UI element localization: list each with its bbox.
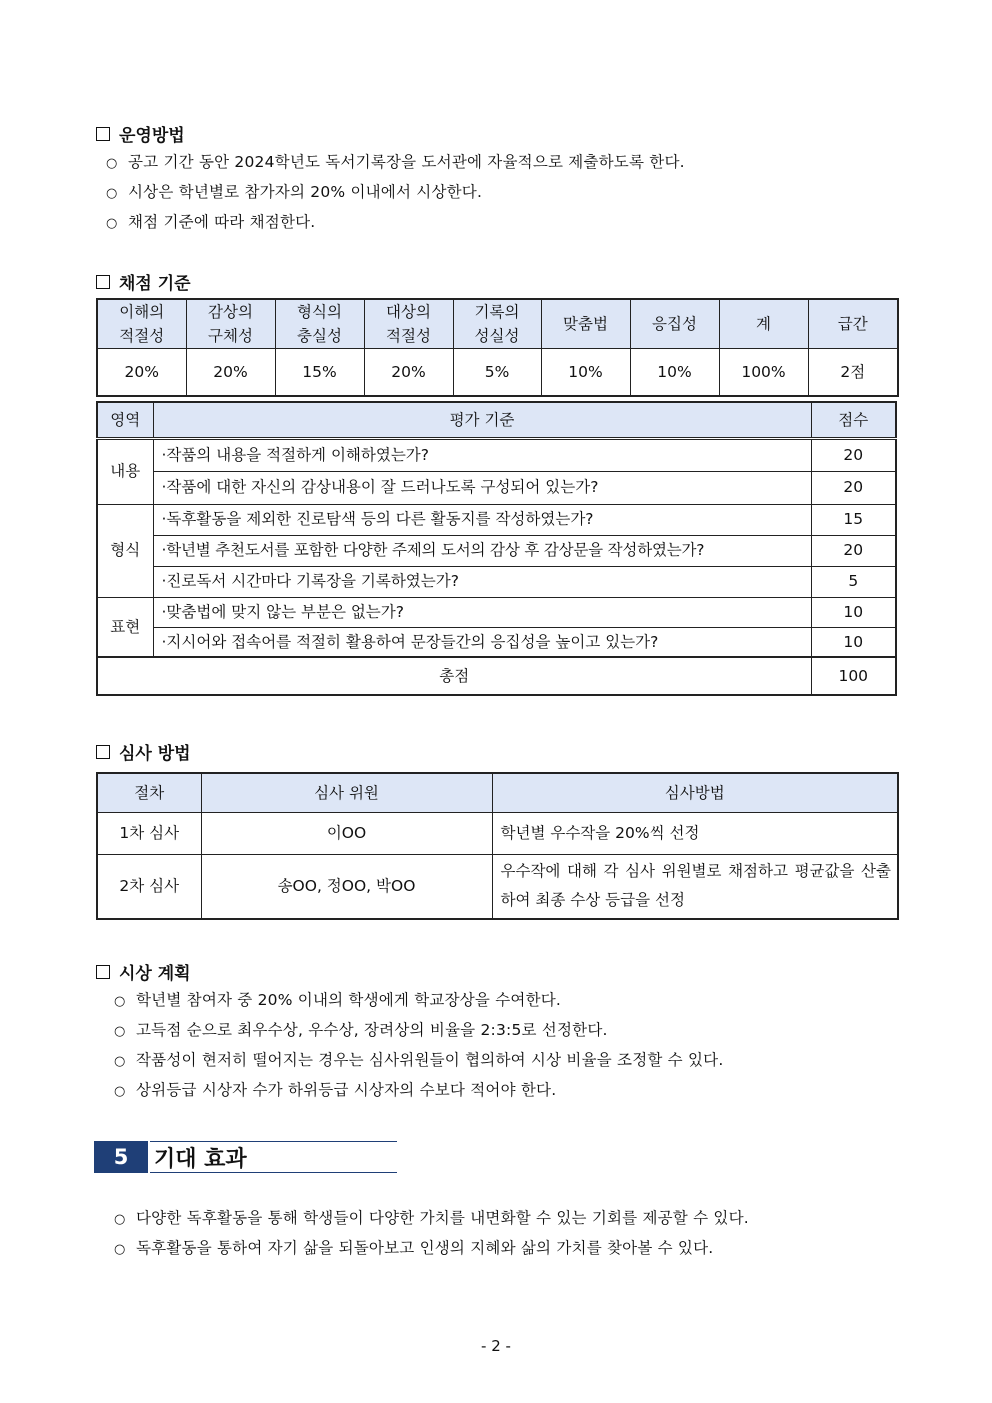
weights-value-cell: 10% [630, 349, 719, 396]
review-heading [96, 739, 191, 764]
operation-heading-text: 운영방법 [119, 126, 185, 146]
operation-item-1: ○ 공고 기간 동안 2024학년도 독서기록장을 도서관에 자율적으로 제출하도록 한다. [106, 153, 685, 171]
bullet-circle-icon: ○ [114, 1242, 126, 1257]
scoring-heading [96, 269, 191, 294]
weights-value-cell: 5% [453, 349, 541, 396]
checkbox-square-icon [96, 275, 110, 289]
award-item-2: ○ 고득점 순으로 최우수상, 우수상, 장려상의 비율을 2:3:5로 선정한다. [114, 1021, 608, 1039]
criteria-score-cell: 15 [811, 504, 896, 535]
criteria-score-cell: 10 [811, 627, 896, 657]
criteria-score-cell: 10 [811, 597, 896, 627]
section5-item-1: ○ 다양한 독후활동을 통해 학생들이 다양한 가치를 내면화할 수 있는 기회를 제공할 수 있다. [114, 1209, 749, 1227]
weights-value-row [97, 349, 898, 396]
weights-header-cell: 형식의 충실성 [275, 299, 364, 349]
operation-item-2: ○ 시상은 학년별로 참가자의 20% 이내에서 시상한다. [106, 183, 483, 201]
criteria-area-cell: 표현 [97, 597, 153, 657]
criteria-score-cell: 20 [811, 438, 896, 471]
criteria-row [97, 438, 896, 471]
weights-header-cell: 기록의 성실성 [453, 299, 541, 349]
weights-value-cell: 20% [186, 349, 275, 396]
weights-table [96, 298, 899, 397]
weights-value-cell: 20% [364, 349, 453, 396]
checkbox-square-icon [96, 127, 110, 141]
review-header-row [97, 773, 898, 812]
bullet-circle-icon: ○ [114, 994, 126, 1009]
page-number: - 2 - [481, 1337, 511, 1355]
criteria-header-score: 점수 [811, 402, 896, 438]
bullet-circle-icon: ○ [114, 1054, 126, 1069]
bullet-circle-icon: ○ [114, 1212, 126, 1227]
criteria-total-value: 100 [811, 657, 896, 695]
section5-number: 5 [94, 1141, 148, 1173]
award-item-4: ○ 상위등급 시상자 수가 하위등급 시상자의 수보다 적어야 한다. [114, 1081, 557, 1099]
criteria-total-label: 총점 [97, 657, 811, 695]
award-item-1: ○ 학년별 참여자 중 20% 이내의 학생에게 학교장상을 수여한다. [114, 991, 562, 1009]
weights-header-cell: 계 [719, 299, 808, 349]
review-header-cell: 심사 위원 [201, 773, 492, 812]
weights-header-cell: 대상의 적절성 [364, 299, 453, 349]
bullet-circle-icon: ○ [114, 1084, 126, 1099]
criteria-total-row [97, 657, 896, 695]
section5-title: 기대 효과 [150, 1141, 397, 1173]
criteria-score-cell: 5 [811, 566, 896, 597]
criteria-header-area: 영역 [97, 402, 153, 438]
weights-value-cell: 10% [541, 349, 630, 396]
review-row [97, 812, 898, 854]
review-method-cell: 우수작에 대해 각 심사 위원별로 채점하고 평균값을 산출하여 최종 수상 등급을 선정 [492, 854, 898, 919]
weights-value-cell: 100% [719, 349, 808, 396]
weights-value-cell: 20% [97, 349, 186, 396]
criteria-score-cell: 20 [811, 471, 896, 504]
criteria-text-cell: ·지시어와 접속어를 적절히 활용하여 문장들간의 응집성을 높이고 있는가? [153, 627, 811, 657]
bullet-circle-icon: ○ [106, 216, 118, 231]
criteria-header-row [97, 402, 896, 438]
review-judges-cell: 송OO, 정OO, 박OO [201, 854, 492, 919]
review-header-cell: 심사방법 [492, 773, 898, 812]
review-method-cell: 학년별 우수작을 20%씩 선정 [492, 812, 898, 854]
award-heading [96, 959, 191, 984]
operation-heading [96, 121, 185, 146]
review-judges-cell: 이OO [201, 812, 492, 854]
award-heading-text: 시상 계획 [119, 964, 191, 984]
criteria-row [97, 535, 896, 566]
checkbox-square-icon [96, 965, 110, 979]
review-step-cell: 1차 심사 [97, 812, 201, 854]
review-table [96, 772, 899, 920]
review-heading-text: 심사 방법 [119, 744, 191, 764]
criteria-text-cell: ·작품의 내용을 적절하게 이해하였는가? [153, 438, 811, 471]
weights-value-cell: 15% [275, 349, 364, 396]
criteria-text-cell: ·진로독서 시간마다 기록장을 기록하였는가? [153, 566, 811, 597]
criteria-area-cell: 내용 [97, 438, 153, 504]
checkbox-square-icon [96, 745, 110, 759]
section5-item-2: ○ 독후활동을 통하여 자기 삶을 되돌아보고 인생의 지혜와 삶의 가치를 찾아볼 수 있다. [114, 1239, 714, 1257]
weights-header-cell: 응집성 [630, 299, 719, 349]
weights-header-cell: 감상의 구체성 [186, 299, 275, 349]
criteria-row [97, 471, 896, 504]
criteria-table [96, 401, 897, 696]
bullet-circle-icon: ○ [106, 186, 118, 201]
scoring-heading-text: 채점 기준 [119, 274, 191, 294]
criteria-text-cell: ·학년별 추천도서를 포함한 다양한 주제의 도서의 감상 후 감상문을 작성하였는가? [153, 535, 811, 566]
bullet-circle-icon: ○ [114, 1024, 126, 1039]
criteria-row [97, 627, 896, 657]
criteria-area-cell: 형식 [97, 504, 153, 597]
weights-header-cell: 맞춤법 [541, 299, 630, 349]
criteria-header-criteria: 평가 기준 [153, 402, 811, 438]
criteria-row [97, 504, 896, 535]
weights-header-cell: 급간 [808, 299, 898, 349]
review-step-cell: 2차 심사 [97, 854, 201, 919]
weights-value-cell: 2점 [808, 349, 898, 396]
review-row [97, 854, 898, 919]
review-header-cell: 절차 [97, 773, 201, 812]
criteria-row [97, 597, 896, 627]
weights-header-cell: 이해의 적절성 [97, 299, 186, 349]
criteria-row [97, 566, 896, 597]
criteria-text-cell: ·맞춤법에 맞지 않는 부분은 없는가? [153, 597, 811, 627]
weights-header-row [97, 299, 898, 349]
criteria-text-cell: ·독후활동을 제외한 진로탐색 등의 다른 활동지를 작성하였는가? [153, 504, 811, 535]
award-item-3: ○ 작품성이 현저히 떨어지는 경우는 심사위원들이 협의하여 시상 비율을 조정할 수 있다. [114, 1051, 724, 1069]
bullet-circle-icon: ○ [106, 156, 118, 171]
criteria-text-cell: ·작품에 대한 자신의 감상내용이 잘 드러나도록 구성되어 있는가? [153, 471, 811, 504]
operation-item-3: ○ 채점 기준에 따라 채점한다. [106, 213, 316, 231]
criteria-score-cell: 20 [811, 535, 896, 566]
